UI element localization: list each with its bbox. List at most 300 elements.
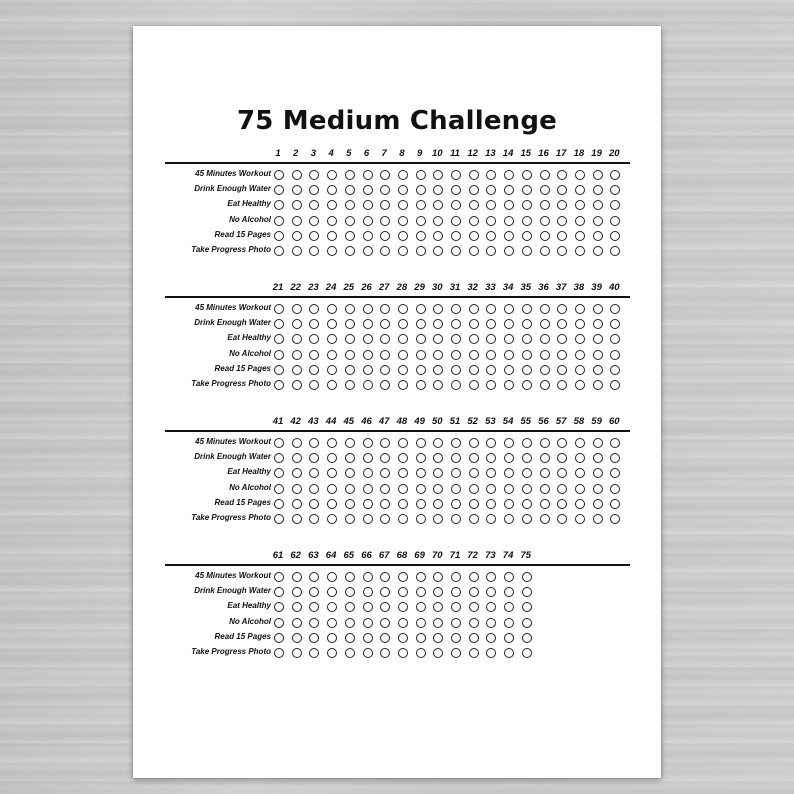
- day-checkbox[interactable]: [557, 484, 567, 494]
- day-checkbox[interactable]: [292, 572, 302, 582]
- day-checkbox[interactable]: [416, 499, 426, 509]
- day-checkbox[interactable]: [292, 514, 302, 524]
- day-checkbox[interactable]: [486, 453, 496, 463]
- day-checkbox[interactable]: [398, 499, 408, 509]
- day-checkbox[interactable]: [469, 380, 479, 390]
- day-checkbox[interactable]: [398, 170, 408, 180]
- day-checkbox[interactable]: [451, 453, 461, 463]
- day-checkbox[interactable]: [274, 484, 284, 494]
- day-checkbox[interactable]: [486, 648, 496, 658]
- day-checkbox[interactable]: [380, 648, 390, 658]
- day-checkbox[interactable]: [486, 170, 496, 180]
- day-checkbox[interactable]: [416, 618, 426, 628]
- day-checkbox[interactable]: [433, 453, 443, 463]
- day-checkbox[interactable]: [345, 246, 355, 256]
- day-checkbox[interactable]: [504, 618, 514, 628]
- day-checkbox[interactable]: [522, 438, 532, 448]
- day-checkbox[interactable]: [327, 365, 337, 375]
- day-checkbox[interactable]: [416, 231, 426, 241]
- day-checkbox[interactable]: [451, 438, 461, 448]
- day-checkbox[interactable]: [380, 365, 390, 375]
- day-checkbox[interactable]: [610, 484, 620, 494]
- day-checkbox[interactable]: [292, 380, 302, 390]
- day-checkbox[interactable]: [540, 185, 550, 195]
- day-checkbox[interactable]: [451, 200, 461, 210]
- day-checkbox[interactable]: [363, 216, 373, 226]
- day-checkbox[interactable]: [557, 246, 567, 256]
- day-checkbox[interactable]: [522, 468, 532, 478]
- day-checkbox[interactable]: [416, 648, 426, 658]
- day-checkbox[interactable]: [309, 453, 319, 463]
- day-checkbox[interactable]: [416, 185, 426, 195]
- day-checkbox[interactable]: [451, 185, 461, 195]
- day-checkbox[interactable]: [345, 170, 355, 180]
- day-checkbox[interactable]: [451, 587, 461, 597]
- day-checkbox[interactable]: [327, 350, 337, 360]
- day-checkbox[interactable]: [575, 319, 585, 329]
- day-checkbox[interactable]: [292, 200, 302, 210]
- day-checkbox[interactable]: [557, 216, 567, 226]
- day-checkbox[interactable]: [416, 468, 426, 478]
- day-checkbox[interactable]: [433, 484, 443, 494]
- day-checkbox[interactable]: [522, 200, 532, 210]
- day-checkbox[interactable]: [575, 365, 585, 375]
- day-checkbox[interactable]: [292, 319, 302, 329]
- day-checkbox[interactable]: [593, 170, 603, 180]
- day-checkbox[interactable]: [433, 648, 443, 658]
- day-checkbox[interactable]: [469, 319, 479, 329]
- day-checkbox[interactable]: [486, 200, 496, 210]
- day-checkbox[interactable]: [557, 231, 567, 241]
- day-checkbox[interactable]: [469, 648, 479, 658]
- day-checkbox[interactable]: [593, 350, 603, 360]
- day-checkbox[interactable]: [522, 246, 532, 256]
- day-checkbox[interactable]: [610, 319, 620, 329]
- day-checkbox[interactable]: [398, 468, 408, 478]
- day-checkbox[interactable]: [469, 633, 479, 643]
- day-checkbox[interactable]: [504, 587, 514, 597]
- day-checkbox[interactable]: [363, 572, 373, 582]
- day-checkbox[interactable]: [522, 185, 532, 195]
- day-checkbox[interactable]: [575, 514, 585, 524]
- day-checkbox[interactable]: [309, 246, 319, 256]
- day-checkbox[interactable]: [557, 350, 567, 360]
- day-checkbox[interactable]: [274, 170, 284, 180]
- day-checkbox[interactable]: [274, 200, 284, 210]
- day-checkbox[interactable]: [575, 484, 585, 494]
- day-checkbox[interactable]: [575, 216, 585, 226]
- day-checkbox[interactable]: [363, 380, 373, 390]
- day-checkbox[interactable]: [522, 365, 532, 375]
- day-checkbox[interactable]: [274, 216, 284, 226]
- day-checkbox[interactable]: [557, 438, 567, 448]
- day-checkbox[interactable]: [363, 170, 373, 180]
- day-checkbox[interactable]: [416, 380, 426, 390]
- day-checkbox[interactable]: [469, 468, 479, 478]
- day-checkbox[interactable]: [380, 319, 390, 329]
- day-checkbox[interactable]: [610, 334, 620, 344]
- day-checkbox[interactable]: [522, 350, 532, 360]
- day-checkbox[interactable]: [363, 304, 373, 314]
- day-checkbox[interactable]: [469, 365, 479, 375]
- day-checkbox[interactable]: [327, 633, 337, 643]
- day-checkbox[interactable]: [309, 319, 319, 329]
- day-checkbox[interactable]: [486, 365, 496, 375]
- day-checkbox[interactable]: [433, 618, 443, 628]
- day-checkbox[interactable]: [433, 365, 443, 375]
- day-checkbox[interactable]: [292, 304, 302, 314]
- day-checkbox[interactable]: [486, 380, 496, 390]
- day-checkbox[interactable]: [540, 350, 550, 360]
- day-checkbox[interactable]: [345, 438, 355, 448]
- day-checkbox[interactable]: [309, 365, 319, 375]
- day-checkbox[interactable]: [593, 468, 603, 478]
- day-checkbox[interactable]: [380, 350, 390, 360]
- day-checkbox[interactable]: [292, 618, 302, 628]
- day-checkbox[interactable]: [327, 246, 337, 256]
- day-checkbox[interactable]: [309, 499, 319, 509]
- day-checkbox[interactable]: [593, 231, 603, 241]
- day-checkbox[interactable]: [451, 231, 461, 241]
- day-checkbox[interactable]: [380, 484, 390, 494]
- day-checkbox[interactable]: [380, 170, 390, 180]
- day-checkbox[interactable]: [363, 499, 373, 509]
- day-checkbox[interactable]: [557, 365, 567, 375]
- day-checkbox[interactable]: [345, 231, 355, 241]
- day-checkbox[interactable]: [398, 334, 408, 344]
- day-checkbox[interactable]: [575, 350, 585, 360]
- day-checkbox[interactable]: [575, 170, 585, 180]
- day-checkbox[interactable]: [593, 365, 603, 375]
- day-checkbox[interactable]: [274, 319, 284, 329]
- day-checkbox[interactable]: [593, 200, 603, 210]
- day-checkbox[interactable]: [398, 648, 408, 658]
- day-checkbox[interactable]: [398, 572, 408, 582]
- day-checkbox[interactable]: [327, 484, 337, 494]
- day-checkbox[interactable]: [327, 514, 337, 524]
- day-checkbox[interactable]: [363, 618, 373, 628]
- day-checkbox[interactable]: [327, 185, 337, 195]
- day-checkbox[interactable]: [345, 350, 355, 360]
- day-checkbox[interactable]: [451, 304, 461, 314]
- day-checkbox[interactable]: [274, 468, 284, 478]
- day-checkbox[interactable]: [433, 231, 443, 241]
- day-checkbox[interactable]: [575, 246, 585, 256]
- day-checkbox[interactable]: [345, 200, 355, 210]
- day-checkbox[interactable]: [327, 438, 337, 448]
- day-checkbox[interactable]: [451, 572, 461, 582]
- day-checkbox[interactable]: [416, 216, 426, 226]
- day-checkbox[interactable]: [575, 453, 585, 463]
- day-checkbox[interactable]: [504, 334, 514, 344]
- day-checkbox[interactable]: [292, 231, 302, 241]
- day-checkbox[interactable]: [292, 484, 302, 494]
- day-checkbox[interactable]: [416, 170, 426, 180]
- day-checkbox[interactable]: [274, 246, 284, 256]
- day-checkbox[interactable]: [504, 499, 514, 509]
- day-checkbox[interactable]: [398, 246, 408, 256]
- day-checkbox[interactable]: [416, 350, 426, 360]
- day-checkbox[interactable]: [363, 319, 373, 329]
- day-checkbox[interactable]: [345, 216, 355, 226]
- day-checkbox[interactable]: [363, 334, 373, 344]
- day-checkbox[interactable]: [522, 484, 532, 494]
- day-checkbox[interactable]: [486, 602, 496, 612]
- day-checkbox[interactable]: [469, 170, 479, 180]
- day-checkbox[interactable]: [363, 514, 373, 524]
- day-checkbox[interactable]: [486, 514, 496, 524]
- day-checkbox[interactable]: [575, 200, 585, 210]
- day-checkbox[interactable]: [610, 380, 620, 390]
- day-checkbox[interactable]: [486, 468, 496, 478]
- day-checkbox[interactable]: [522, 319, 532, 329]
- day-checkbox[interactable]: [593, 304, 603, 314]
- day-checkbox[interactable]: [398, 633, 408, 643]
- day-checkbox[interactable]: [327, 200, 337, 210]
- day-checkbox[interactable]: [292, 468, 302, 478]
- day-checkbox[interactable]: [540, 170, 550, 180]
- day-checkbox[interactable]: [398, 319, 408, 329]
- day-checkbox[interactable]: [557, 380, 567, 390]
- day-checkbox[interactable]: [380, 334, 390, 344]
- day-checkbox[interactable]: [522, 633, 532, 643]
- day-checkbox[interactable]: [380, 200, 390, 210]
- day-checkbox[interactable]: [398, 185, 408, 195]
- day-checkbox[interactable]: [451, 216, 461, 226]
- day-checkbox[interactable]: [327, 231, 337, 241]
- day-checkbox[interactable]: [345, 572, 355, 582]
- day-checkbox[interactable]: [469, 334, 479, 344]
- day-checkbox[interactable]: [504, 648, 514, 658]
- day-checkbox[interactable]: [610, 304, 620, 314]
- day-checkbox[interactable]: [540, 365, 550, 375]
- day-checkbox[interactable]: [522, 334, 532, 344]
- day-checkbox[interactable]: [309, 200, 319, 210]
- day-checkbox[interactable]: [416, 319, 426, 329]
- day-checkbox[interactable]: [557, 185, 567, 195]
- day-checkbox[interactable]: [345, 484, 355, 494]
- day-checkbox[interactable]: [327, 334, 337, 344]
- day-checkbox[interactable]: [451, 648, 461, 658]
- day-checkbox[interactable]: [486, 633, 496, 643]
- day-checkbox[interactable]: [398, 304, 408, 314]
- day-checkbox[interactable]: [486, 572, 496, 582]
- day-checkbox[interactable]: [433, 304, 443, 314]
- day-checkbox[interactable]: [274, 514, 284, 524]
- day-checkbox[interactable]: [504, 319, 514, 329]
- day-checkbox[interactable]: [469, 185, 479, 195]
- day-checkbox[interactable]: [469, 438, 479, 448]
- day-checkbox[interactable]: [504, 438, 514, 448]
- day-checkbox[interactable]: [292, 350, 302, 360]
- day-checkbox[interactable]: [309, 587, 319, 597]
- day-checkbox[interactable]: [416, 633, 426, 643]
- day-checkbox[interactable]: [274, 185, 284, 195]
- day-checkbox[interactable]: [557, 304, 567, 314]
- day-checkbox[interactable]: [522, 602, 532, 612]
- day-checkbox[interactable]: [469, 602, 479, 612]
- day-checkbox[interactable]: [274, 350, 284, 360]
- day-checkbox[interactable]: [309, 216, 319, 226]
- day-checkbox[interactable]: [309, 185, 319, 195]
- day-checkbox[interactable]: [486, 438, 496, 448]
- day-checkbox[interactable]: [416, 200, 426, 210]
- day-checkbox[interactable]: [345, 648, 355, 658]
- day-checkbox[interactable]: [451, 618, 461, 628]
- day-checkbox[interactable]: [522, 304, 532, 314]
- day-checkbox[interactable]: [469, 499, 479, 509]
- day-checkbox[interactable]: [309, 572, 319, 582]
- day-checkbox[interactable]: [575, 499, 585, 509]
- day-checkbox[interactable]: [469, 350, 479, 360]
- day-checkbox[interactable]: [274, 618, 284, 628]
- day-checkbox[interactable]: [380, 633, 390, 643]
- day-checkbox[interactable]: [380, 499, 390, 509]
- day-checkbox[interactable]: [575, 334, 585, 344]
- day-checkbox[interactable]: [593, 484, 603, 494]
- day-checkbox[interactable]: [504, 365, 514, 375]
- day-checkbox[interactable]: [345, 468, 355, 478]
- day-checkbox[interactable]: [292, 587, 302, 597]
- day-checkbox[interactable]: [292, 246, 302, 256]
- day-checkbox[interactable]: [292, 602, 302, 612]
- day-checkbox[interactable]: [433, 602, 443, 612]
- day-checkbox[interactable]: [540, 319, 550, 329]
- day-checkbox[interactable]: [504, 633, 514, 643]
- day-checkbox[interactable]: [345, 633, 355, 643]
- day-checkbox[interactable]: [575, 380, 585, 390]
- day-checkbox[interactable]: [451, 319, 461, 329]
- day-checkbox[interactable]: [345, 453, 355, 463]
- day-checkbox[interactable]: [345, 499, 355, 509]
- day-checkbox[interactable]: [504, 484, 514, 494]
- day-checkbox[interactable]: [504, 185, 514, 195]
- day-checkbox[interactable]: [540, 304, 550, 314]
- day-checkbox[interactable]: [292, 216, 302, 226]
- day-checkbox[interactable]: [486, 350, 496, 360]
- day-checkbox[interactable]: [398, 350, 408, 360]
- day-checkbox[interactable]: [469, 484, 479, 494]
- day-checkbox[interactable]: [557, 319, 567, 329]
- day-checkbox[interactable]: [593, 499, 603, 509]
- day-checkbox[interactable]: [433, 380, 443, 390]
- day-checkbox[interactable]: [557, 468, 567, 478]
- day-checkbox[interactable]: [610, 185, 620, 195]
- day-checkbox[interactable]: [309, 602, 319, 612]
- day-checkbox[interactable]: [540, 200, 550, 210]
- day-checkbox[interactable]: [416, 484, 426, 494]
- day-checkbox[interactable]: [522, 648, 532, 658]
- day-checkbox[interactable]: [398, 484, 408, 494]
- day-checkbox[interactable]: [363, 185, 373, 195]
- day-checkbox[interactable]: [416, 602, 426, 612]
- day-checkbox[interactable]: [398, 438, 408, 448]
- day-checkbox[interactable]: [451, 602, 461, 612]
- day-checkbox[interactable]: [451, 499, 461, 509]
- day-checkbox[interactable]: [345, 587, 355, 597]
- day-checkbox[interactable]: [486, 231, 496, 241]
- day-checkbox[interactable]: [557, 170, 567, 180]
- day-checkbox[interactable]: [469, 618, 479, 628]
- day-checkbox[interactable]: [380, 304, 390, 314]
- day-checkbox[interactable]: [380, 453, 390, 463]
- day-checkbox[interactable]: [309, 468, 319, 478]
- day-checkbox[interactable]: [398, 587, 408, 597]
- day-checkbox[interactable]: [451, 350, 461, 360]
- day-checkbox[interactable]: [610, 514, 620, 524]
- day-checkbox[interactable]: [540, 246, 550, 256]
- day-checkbox[interactable]: [557, 200, 567, 210]
- day-checkbox[interactable]: [469, 200, 479, 210]
- day-checkbox[interactable]: [363, 468, 373, 478]
- day-checkbox[interactable]: [469, 216, 479, 226]
- day-checkbox[interactable]: [593, 514, 603, 524]
- day-checkbox[interactable]: [486, 484, 496, 494]
- day-checkbox[interactable]: [540, 468, 550, 478]
- day-checkbox[interactable]: [504, 216, 514, 226]
- day-checkbox[interactable]: [433, 468, 443, 478]
- day-checkbox[interactable]: [540, 484, 550, 494]
- day-checkbox[interactable]: [486, 334, 496, 344]
- day-checkbox[interactable]: [380, 438, 390, 448]
- day-checkbox[interactable]: [309, 380, 319, 390]
- day-checkbox[interactable]: [309, 350, 319, 360]
- day-checkbox[interactable]: [274, 438, 284, 448]
- day-checkbox[interactable]: [345, 304, 355, 314]
- day-checkbox[interactable]: [522, 499, 532, 509]
- day-checkbox[interactable]: [380, 514, 390, 524]
- day-checkbox[interactable]: [522, 514, 532, 524]
- day-checkbox[interactable]: [433, 587, 443, 597]
- day-checkbox[interactable]: [345, 185, 355, 195]
- day-checkbox[interactable]: [309, 514, 319, 524]
- day-checkbox[interactable]: [292, 170, 302, 180]
- day-checkbox[interactable]: [540, 231, 550, 241]
- day-checkbox[interactable]: [433, 170, 443, 180]
- day-checkbox[interactable]: [469, 514, 479, 524]
- day-checkbox[interactable]: [292, 438, 302, 448]
- day-checkbox[interactable]: [309, 438, 319, 448]
- day-checkbox[interactable]: [504, 246, 514, 256]
- day-checkbox[interactable]: [398, 380, 408, 390]
- day-checkbox[interactable]: [327, 499, 337, 509]
- day-checkbox[interactable]: [327, 618, 337, 628]
- day-checkbox[interactable]: [433, 572, 443, 582]
- day-checkbox[interactable]: [398, 200, 408, 210]
- day-checkbox[interactable]: [433, 633, 443, 643]
- day-checkbox[interactable]: [398, 514, 408, 524]
- day-checkbox[interactable]: [309, 618, 319, 628]
- day-checkbox[interactable]: [345, 618, 355, 628]
- day-checkbox[interactable]: [309, 304, 319, 314]
- day-checkbox[interactable]: [610, 499, 620, 509]
- day-checkbox[interactable]: [416, 453, 426, 463]
- day-checkbox[interactable]: [610, 231, 620, 241]
- day-checkbox[interactable]: [274, 365, 284, 375]
- day-checkbox[interactable]: [557, 514, 567, 524]
- day-checkbox[interactable]: [345, 602, 355, 612]
- day-checkbox[interactable]: [575, 304, 585, 314]
- day-checkbox[interactable]: [610, 170, 620, 180]
- day-checkbox[interactable]: [292, 365, 302, 375]
- day-checkbox[interactable]: [363, 633, 373, 643]
- day-checkbox[interactable]: [363, 246, 373, 256]
- day-checkbox[interactable]: [575, 438, 585, 448]
- day-checkbox[interactable]: [540, 453, 550, 463]
- day-checkbox[interactable]: [274, 587, 284, 597]
- day-checkbox[interactable]: [345, 380, 355, 390]
- day-checkbox[interactable]: [309, 231, 319, 241]
